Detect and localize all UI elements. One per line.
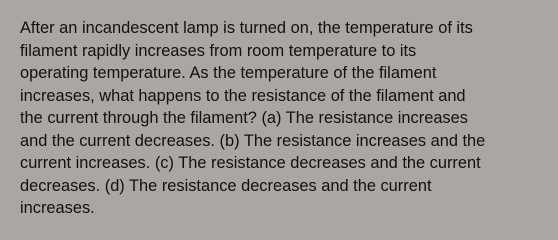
question-line: increases, what happens to the resistance of the filament and [20, 86, 466, 105]
question-line: operating temperature. As the temperature of the filament [20, 64, 437, 82]
question-line: filament rapidly increases from room temperature to its [20, 41, 417, 60]
question-line: the current through the filament? (a) The resistance increases [20, 109, 468, 127]
question-line: After an incandescent lamp is turned on, the temperature of its [20, 19, 473, 37]
question-text [20, 17, 548, 220]
question-line: current increases. (c) The resistance decreases and the current [20, 154, 481, 172]
question-line: increases. [20, 199, 95, 217]
question-line: decreases. (d) The resistance decreases and the current [20, 176, 432, 195]
question-line: and the current decreases. (b) The resistance increases and the [20, 131, 486, 150]
